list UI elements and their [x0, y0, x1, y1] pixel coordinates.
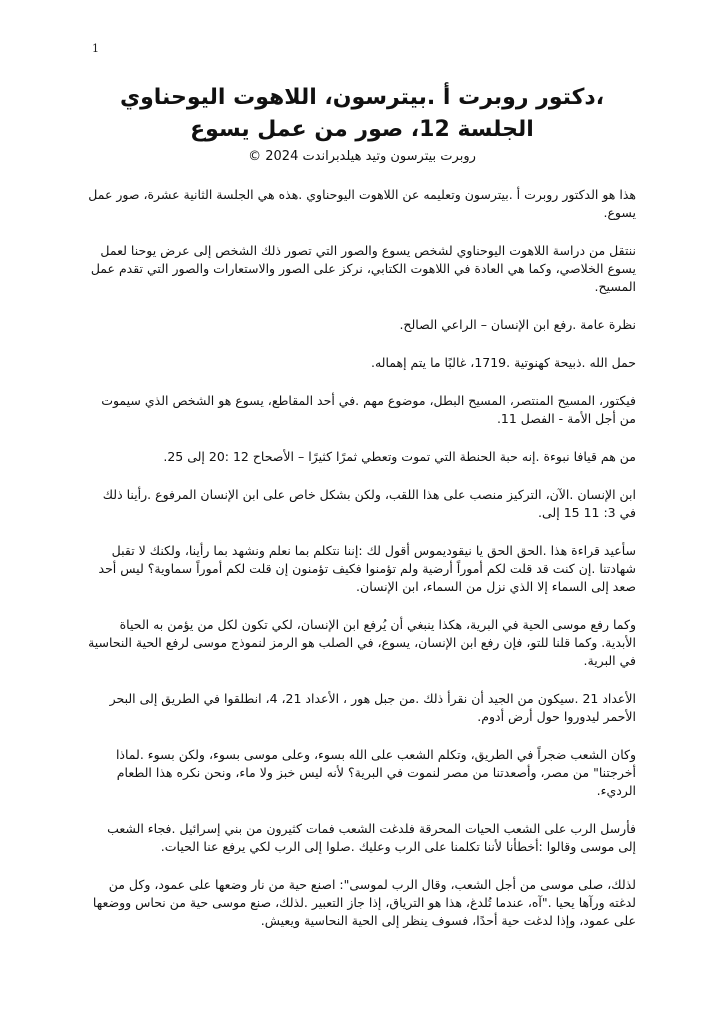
- document-title-line-2: الجلسة 12، صور من عمل يسوع: [190, 117, 534, 142]
- paragraph: هذا هو الدكتور روبرت أ .بيترسون وتعليمه عن اللاهوت اليوحناوي .هذه هي الجلسة الثانية عشرة، صور عمل يسوع.: [88, 187, 636, 220]
- paragraph: وكان الشعب ضجراً في الطريق، وتكلم الشعب على الله بسوء، وعلى موسى بسوء، ولكن بسوء .لماذا أخرجتنا" من مصر، وأصعدتنا من مصر لنموت في البرية؟ لأنه ليس خبز ولا ماء، ونحن نكره هذا الطعام الرديء.: [115, 747, 636, 798]
- paragraph: فأرسل الرب على الشعب الحيات المحرقة فلدغت الشعب فمات كثيرون من بني إسرائيل .فجاء الشعب إلى موسى وقالوا :أخطأنا لأننا تكلمنا على الرب وعليك .صلوا إلى الرب لكي يرفع عنا الحيات.: [107, 821, 636, 854]
- paragraph: ننتقل من دراسة اللاهوت اليوحناوي لشخص يسوع والصور التي تصور ذلك الشخص إلى عرض يوحنا لعمل يسوع الخلاصي، وكما هي العادة في اللاهوت الكتابي، نركز على الصور والاستعارات والصور التي تقدم عمل المسيح.: [90, 243, 636, 294]
- paragraph: لذلك، صلى موسى من أجل الشعب، وقال الرب لموسى": اصنع حية من نار وضعها على عمود، وكل من لدغته ورآها يحيا ."آه، عندما تُلدغ، هذا هو الترياق، إذا جاز التعبير .لذلك، صنع موسى حية من نحاس ووضعها على عمود، وإذا لدغت حية أحدًا، فسوف ينظر إلى الحية النحاسية ويعيش.: [92, 877, 636, 928]
- paragraph: الأعداد 21 .سيكون من الجيد أن نقرأ ذلك .من جبل هور ، الأعداد 21، 4، انطلقوا في الطريق إلى البحر الأحمر ليدوروا حول أرض أدوم.: [109, 691, 636, 724]
- paragraph: سأعيد قراءة هذا .الحق الحق يا نيقوديموس أقول لك :إننا نتكلم بما نعلم ونشهد بما رأينا، ولكنك لا تقبل شهادتنا .إن كنت قد قلت لكم أموراً أرضية ولم تؤمنوا فكيف تؤمنون إن قلت لكم أموراً سماوية؟ ليس أحد صعد إلى السماء إلا الذي نزل من السماء، ابن الإنسان.: [98, 543, 636, 594]
- document-title-line-1: ،دكتور روبرت أ .بيترسون، اللاهوت اليوحناوي: [119, 85, 605, 110]
- paragraph: من هم قيافا نبوءة .إنه حبة الحنطة التي تموت وتعطي ثمرًا كثيرًا – الأصحاح 12 :20 إلى 25.: [163, 449, 636, 464]
- paragraph: وكما رفع موسى الحية في البرية، هكذا ينبغي أن يُرفع ابن الإنسان، لكي تكون لكل من يؤمن به الحياة الأبدية. وكما قلنا للتو، فإن رفع ابن الإنسان، يسوع، في الصلب هو الرمز لنموذج موسى لرفع الحية النحاسية في البرية.: [88, 617, 636, 668]
- page-number: 1: [92, 42, 99, 55]
- paragraph: فيكتور، المسيح المنتصر، المسيح البطل، موضوع مهم .في أحد المقاطع، يسوع هو الشخص الذي سيموت من أجل الأمة - الفصل 11.: [101, 393, 636, 426]
- document-body: [88, 186, 636, 950]
- paragraph: نظرة عامة .رفع ابن الإنسان – الراعي الصالح.: [399, 317, 636, 332]
- copyright-line: روبرت بيترسون وتيد هيلدبراندت 2024 ©: [248, 149, 476, 164]
- paragraph: حمل الله .ذبيحة كهنوتية .1719، غالبًا ما يتم إهماله.: [370, 355, 636, 370]
- document-header: [60, 82, 664, 166]
- paragraph: ابن الإنسان .الآن، التركيز منصب على هذا اللقب، ولكن بشكل خاص على ابن الإنسان المرفوع .رأينا ذلك في 3: 11 15 إلى.: [102, 487, 636, 520]
